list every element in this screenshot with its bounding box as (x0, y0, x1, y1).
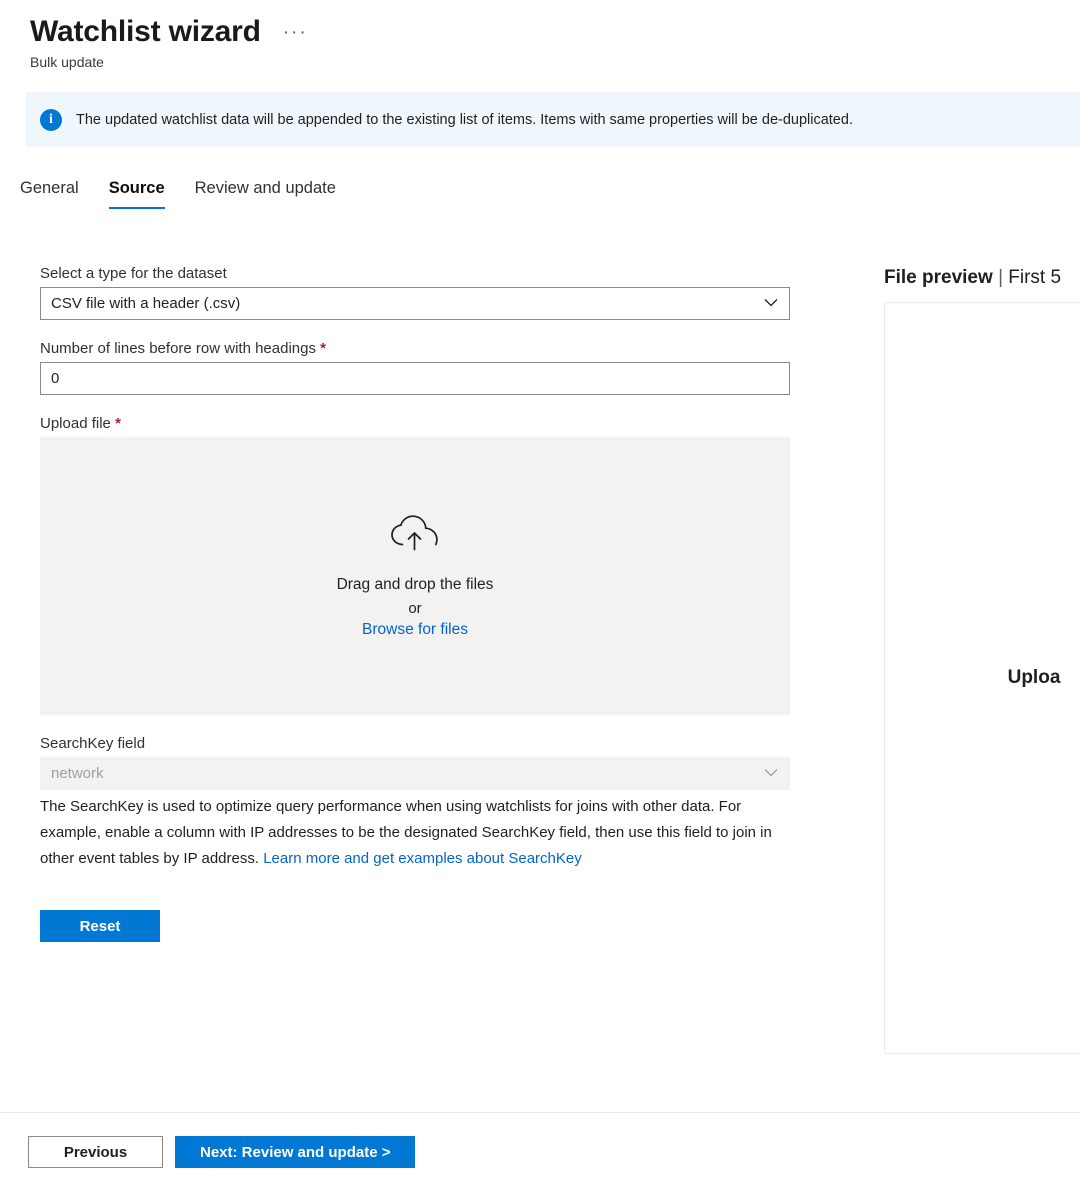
file-preview-placeholder: Uploa (1007, 667, 1061, 688)
dataset-type-select-wrap (40, 287, 790, 320)
lines-before-headings-label (40, 340, 790, 357)
dataset-type-field (40, 265, 790, 320)
tab-review-and-update[interactable]: Review and update (194, 179, 336, 197)
previous-button[interactable]: Previous (28, 1136, 163, 1168)
source-form (40, 265, 790, 942)
search-key-select-wrap (40, 757, 790, 790)
page-subtitle: Bulk update (30, 54, 104, 70)
dropzone-or-text: or (408, 600, 422, 617)
footer-buttons (0, 1113, 1080, 1168)
search-key-field (40, 735, 790, 872)
tab-source[interactable]: Source (99, 169, 175, 209)
file-preview-box (884, 302, 1080, 1054)
lines-before-headings-field (40, 340, 790, 395)
upload-file-label-text: Upload file (40, 415, 111, 432)
required-asterisk: * (320, 340, 326, 357)
upload-file-field (40, 415, 790, 715)
lines-before-headings-label-text: Number of lines before row with headings (40, 340, 316, 357)
file-preview-separator: | (998, 267, 1003, 288)
upload-file-label (40, 415, 790, 432)
lines-before-headings-input[interactable]: 0 (40, 362, 790, 395)
dropzone-drag-text: Drag and drop the files (336, 576, 494, 593)
search-key-help-text (40, 794, 785, 872)
search-key-help-body: The SearchKey is used to optimize query performance when using watchlists for joins with other data. For example, enable a column with IP addresses to be the designated SearchKey field, then use this field to join in other event tables by IP address. (40, 798, 772, 867)
more-options-icon[interactable]: ··· (282, 22, 308, 43)
tab-general[interactable]: General (20, 179, 79, 197)
wizard-tabs (0, 165, 1080, 209)
browse-for-files-link[interactable]: Browse for files (362, 621, 468, 638)
info-banner (26, 92, 1080, 147)
wizard-footer (0, 1112, 1080, 1191)
title-row (0, 0, 1080, 50)
dataset-type-label: Select a type for the dataset (40, 265, 227, 282)
page-title: Watchlist wizard (30, 15, 261, 48)
required-asterisk: * (115, 415, 121, 432)
next-review-and-update-button[interactable]: Next: Review and update > (175, 1136, 415, 1168)
file-dropzone[interactable] (40, 437, 790, 715)
reset-button[interactable]: Reset (40, 910, 160, 942)
file-preview-panel (884, 265, 1080, 1054)
dataset-type-select[interactable]: CSV file with a header (.csv) (40, 287, 790, 320)
wizard-body (0, 209, 1080, 1109)
file-preview-subtitle: First 5 (1008, 267, 1062, 288)
info-banner-text: The updated watchlist data will be appended to the existing list of items. Items with same properties will be de-duplicated. (76, 111, 853, 128)
search-key-learn-more-link[interactable]: Learn more and get examples about SearchKey (263, 850, 582, 867)
search-key-label: SearchKey field (40, 735, 146, 752)
search-key-select[interactable]: network (40, 757, 790, 790)
file-preview-header (884, 265, 1080, 291)
info-icon: i (40, 109, 62, 131)
file-preview-title: File preview (884, 267, 993, 288)
cloud-upload-icon (388, 513, 442, 558)
